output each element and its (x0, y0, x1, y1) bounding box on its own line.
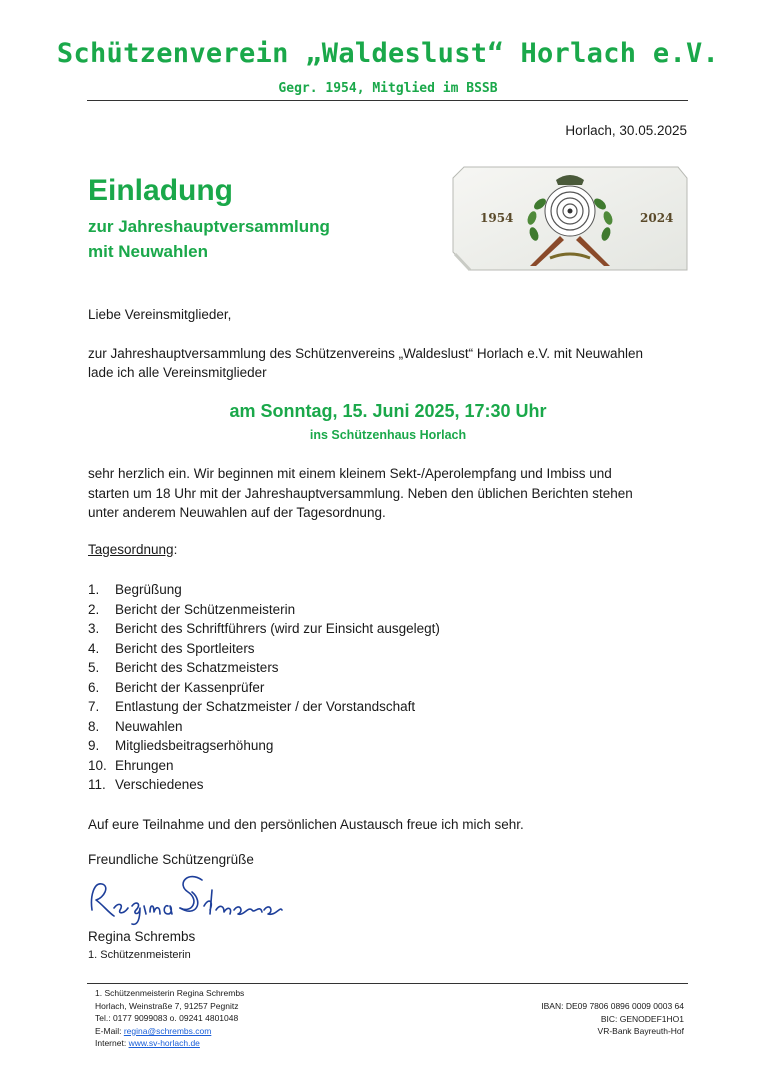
agenda-item-text: Ehrungen (115, 757, 174, 773)
agenda-item-number: 11. (88, 777, 106, 792)
agenda-item (88, 658, 440, 678)
invitation-subheading-2: mit Neuwahlen (88, 242, 208, 261)
email-link[interactable]: regina@schrembs.com (123, 1025, 212, 1036)
agenda-item-number: 3. (88, 621, 100, 636)
footer-iban: IBAN: DE09 7806 0896 0009 0003 64 (541, 1001, 684, 1011)
agenda-item-text: Verschiedenes (115, 777, 204, 792)
agenda-item (88, 775, 440, 795)
footer-contact-name: 1. Schützenmeisterin Regina Schrembs (95, 988, 245, 998)
closing-sentence: Auf eure Teilnahme und den persönlichen Austausch freue ich mich sehr. (88, 817, 524, 832)
greeting: Freundliche Schützengrüße (88, 852, 254, 867)
handwritten-signature (84, 862, 284, 928)
footer-divider (87, 983, 688, 984)
agenda-item-text: Bericht des Schatzmeisters (115, 660, 279, 675)
agenda-item (88, 736, 440, 756)
agenda-item (88, 697, 440, 717)
agenda-heading-text: Tagesordnung (88, 542, 174, 557)
agenda-item (88, 600, 440, 620)
agenda-item-number: 9. (88, 738, 100, 753)
website-link[interactable]: www.sv-horlach.de (128, 1038, 200, 1049)
footer-bank-details (541, 1000, 684, 1038)
footer-contact-phone: Tel.: 0177 9099083 o. 09241 4801048 (95, 1013, 239, 1024)
agenda-item-text: Bericht des Schriftführers (wird zur Einsicht ausgelegt) (115, 621, 440, 636)
footer-bic: BIC: GENODEF1HO1 (600, 1013, 684, 1024)
agenda-heading-colon: : (173, 542, 178, 557)
agenda-item-text: Bericht des Sportleiters (115, 640, 255, 656)
agenda-item (88, 580, 440, 600)
footer-web-label: Internet: (95, 1038, 129, 1049)
logo-year-left: 1954 (480, 211, 514, 225)
agenda-item-text: Bericht der Schützenmeisterin (115, 601, 296, 617)
event-location: ins Schützenhaus Horlach (309, 428, 467, 442)
invitation-subheading-1: zur Jahreshauptversammlung (88, 217, 330, 236)
footer-contact (95, 987, 244, 1050)
anniversary-logo (452, 166, 688, 272)
intro-line-2: lade ich alle Vereinsmitglieder (88, 365, 267, 380)
agenda-item-text: Neuwahlen (115, 718, 183, 734)
body-line-1: sehr herzlich ein. Wir beginnen mit einem kleinem Sekt-/Aperolempfang und Imbiss und (88, 466, 612, 481)
agenda-item (88, 756, 440, 776)
agenda-item-number: 2. (88, 601, 100, 617)
club-subtitle: Gegr. 1954, Mitglied im BSSB (278, 81, 498, 96)
agenda-item (88, 639, 440, 659)
agenda-item-number: 10. (88, 757, 107, 773)
agenda-list (88, 580, 440, 795)
salutation: Liebe Vereinsmitglieder, (88, 307, 232, 322)
agenda-item (88, 619, 440, 639)
signer-role: 1. Schützenmeisterin (88, 949, 191, 961)
intro-line-1: zur Jahreshauptversammlung des Schützenvereins „Waldeslust“ Horlach e.V. mit Neuwahlen (88, 346, 644, 361)
body-line-3: unter anderem Neuwahlen auf der Tagesordnung. (88, 505, 386, 520)
agenda-item-number: 8. (88, 718, 100, 734)
footer-contact-web-row (95, 1037, 244, 1050)
footer-email-label: E-Mail: (95, 1025, 124, 1036)
letter-date: Horlach, 30.05.2025 (565, 123, 687, 138)
agenda-item (88, 678, 440, 698)
club-name-title: Schützenverein „Waldeslust“ Horlach e.V. (56, 38, 720, 69)
body-line-2: starten um 18 Uhr mit der Jahreshauptversammlung. Neben den üblichen Berichten stehen (88, 486, 633, 501)
target-icon (545, 186, 595, 236)
event-date-time: am Sonntag, 15. Juni 2025, 17:30 Uhr (229, 401, 547, 421)
agenda-item-number: 1. (88, 582, 100, 597)
logo-year-right: 2024 (640, 211, 674, 225)
signer-name: Regina Schrembs (88, 929, 196, 944)
agenda-heading (88, 542, 177, 557)
agenda-item-number: 6. (88, 679, 100, 695)
agenda-item (88, 717, 440, 737)
agenda-item-text: Bericht der Kassenprüfer (115, 679, 265, 695)
header-divider (87, 100, 688, 101)
agenda-item-text: Begrüßung (115, 582, 182, 597)
invitation-heading: Einladung (88, 174, 233, 207)
footer-contact-email-row (95, 1025, 244, 1038)
agenda-item-number: 7. (88, 699, 100, 714)
agenda-item-number: 4. (88, 640, 100, 656)
footer-bank-name: VR-Bank Bayreuth-Hof (597, 1026, 684, 1037)
agenda-item-text: Mitgliedsbeitragserhöhung (115, 738, 274, 753)
agenda-item-number: 5. (88, 660, 100, 675)
agenda-item-text: Entlastung der Schatzmeister / der Vorstandschaft (115, 699, 416, 714)
footer-contact-address: Horlach, Weinstraße 7, 91257 Pegnitz (95, 1000, 239, 1011)
